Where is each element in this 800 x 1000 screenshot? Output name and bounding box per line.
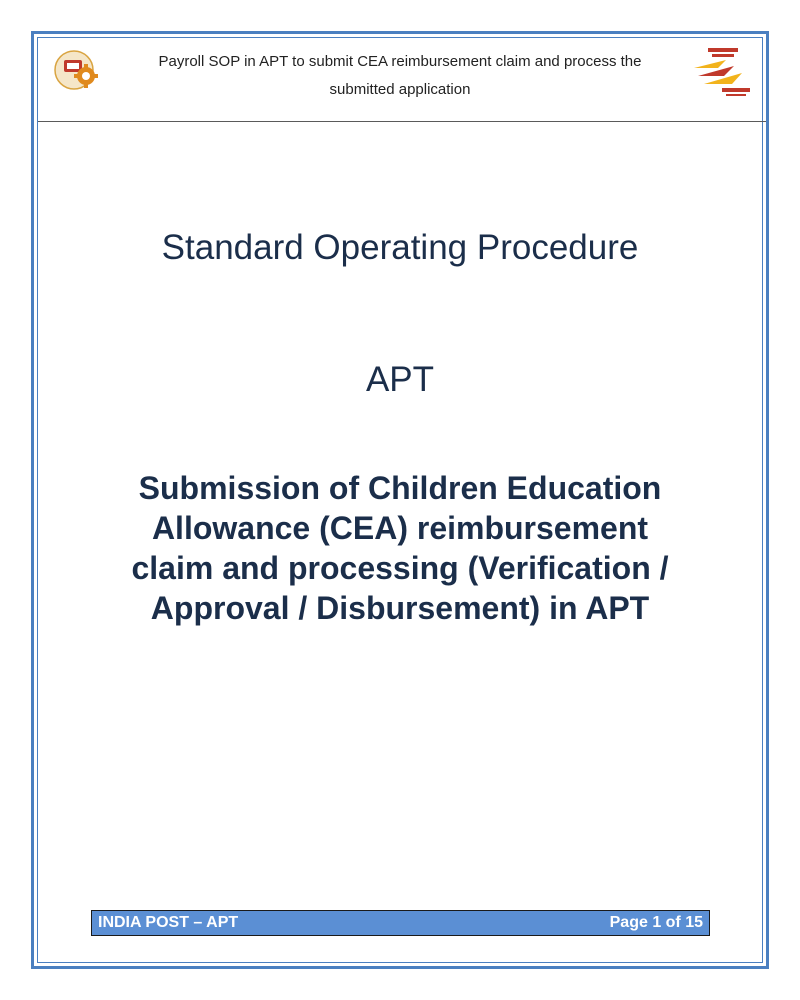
header-title-line-1: Payroll SOP in APT to submit CEA reimbursement claim and process the (158, 53, 642, 70)
subtitle-line-1: Submission of Children Education (138, 470, 662, 506)
header-title (138, 48, 662, 104)
footer-org-label: INDIA POST – APT (98, 914, 239, 931)
subtitle-line-2: Allowance (CEA) reimbursement (151, 510, 649, 546)
page-header (38, 38, 762, 122)
apt-gear-logo-icon (52, 46, 102, 92)
document-title: Standard Operating Procedure (161, 228, 639, 267)
page-number: Page 1 of 15 (609, 914, 703, 931)
subtitle-line-3: claim and processing (Verification / (131, 550, 669, 586)
header-divider (38, 121, 766, 122)
india-post-logo-icon (688, 46, 754, 100)
system-name: APT (365, 360, 435, 399)
document-subtitle (70, 468, 730, 628)
page-footer (91, 910, 710, 936)
subtitle-line-4: Approval / Disbursement) in APT (150, 590, 650, 626)
header-title-line-2: submitted application (329, 81, 471, 98)
